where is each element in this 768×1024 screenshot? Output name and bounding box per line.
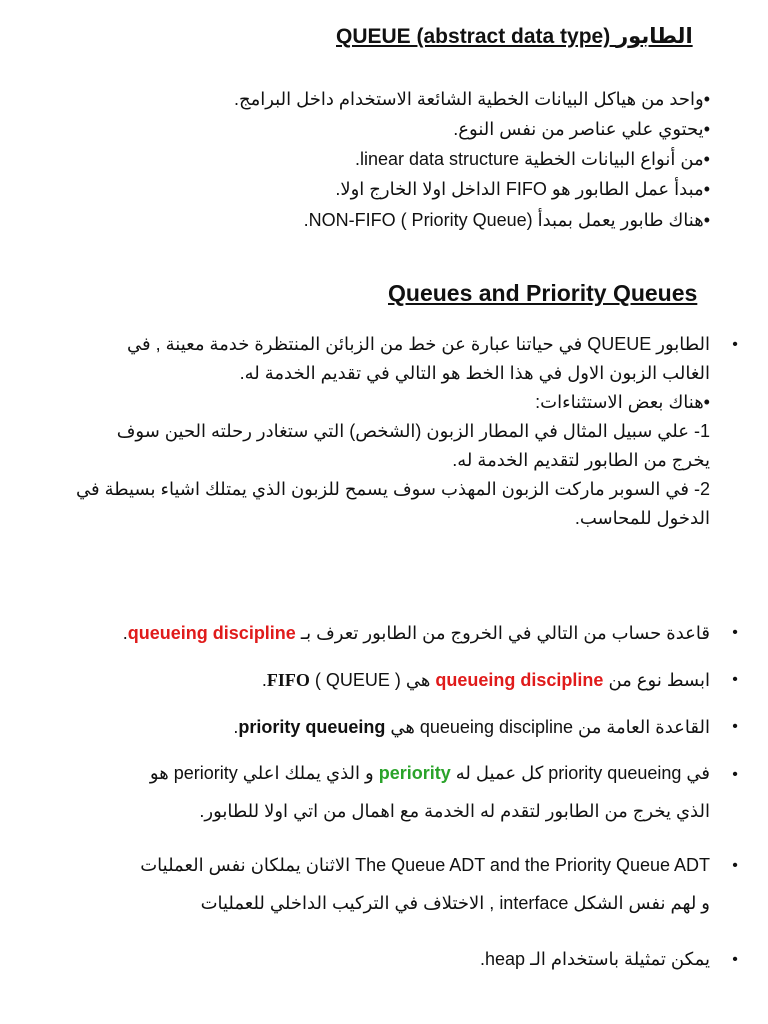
item1-text: قاعدة حساب من التالي في الخروج من الطابور تعرف بـ [295, 623, 710, 643]
paragraph-line-4: 1- علي سبيل المثال في المطار الزبون (الشخص) التي ستغادر رحلته الحين سوف [116, 421, 710, 441]
item3-bold: priority queueing [238, 717, 386, 737]
section1-item-3: •من أنواع البيانات الخطية linear data structure. [354, 149, 710, 169]
item2-highlight: queueing discipline [435, 670, 604, 690]
paragraph-line-3: •هناك بعض الاستثناءات: [535, 392, 710, 412]
section3-item-2 [20, 661, 710, 699]
section2-paragraph [20, 330, 710, 533]
section1-item-1: •واحد من هياكل البيانات الخطية الشائعة الاستخدام داخل البرامج. [233, 89, 710, 109]
item2-end: . [261, 670, 267, 690]
section3-item-3 [20, 708, 710, 746]
item1-highlight: queueing discipline [127, 623, 296, 643]
item5-line-2: و لهم نفس الشكل interface , الاختلاف في التركيب الداخلي للعمليات [200, 893, 710, 913]
section3-bullet-4: • [732, 766, 738, 783]
section1-title: QUEUE (abstract data type) الطابور [336, 25, 693, 48]
section3-bullet-5: • [732, 857, 738, 874]
item4-green: periority [378, 763, 451, 783]
item4-line-1 [20, 754, 710, 792]
paragraph-line-1: الطابور QUEUE في حياتنا عبارة عن خط من الزبائن المنتظرة خدمة معينة , في [127, 334, 710, 354]
item1-end: . [122, 623, 128, 643]
paragraph-line-7: الدخول للمحاسب. [574, 508, 710, 528]
section2-title: Queues and Priority Queues [388, 280, 698, 306]
item5-line-1: The Queue ADT and the Priority Queue ADT الاثنان يملكان نفس العمليات [140, 855, 710, 875]
section3-item-5 [20, 846, 710, 922]
section2-bullet: • [732, 336, 738, 353]
section1-item-5: •هناك طابور يعمل بمبدأ (NON-FIFO ( Priority Queue. [303, 210, 710, 230]
item3-end: . [233, 717, 239, 737]
item2-fifo: FIFO [266, 670, 310, 690]
section3-item-6: يمكن تمثيلة باستخدام الـ heap. [480, 949, 710, 969]
section3-bullet-2: • [732, 671, 738, 688]
section1-item-4: •مبدأ عمل الطابور هو FIFO الداخل اولا الخارج اولا. [335, 179, 710, 199]
item4-line-2: الذي يخرج من الطابور لتقدم له الخدمة مع اهمال من اتي اولا للطابور. [199, 801, 710, 821]
paragraph-line-5: يخرج من الطابور لتقديم الخدمة له. [452, 450, 710, 470]
section3-item-1 [20, 614, 710, 652]
section3-bullet-1: • [732, 624, 738, 641]
item4-line1-post: و الذي يملك اعلي periority هو [149, 763, 379, 783]
item2-pre: ابسط نوع من [603, 670, 710, 690]
paragraph-line-2: الغالب الزبون الاول في هذا الخط هو التالي في تقديم الخدمة له. [239, 363, 710, 383]
item2-mid: هي [400, 670, 436, 690]
section1-item-2: •يحتوي علي عناصر من نفس النوع. [453, 119, 710, 139]
section3-bullet-6: • [732, 951, 738, 968]
section3-item-4 [20, 754, 710, 830]
paragraph-line-6: 2- في السوبر ماركت الزبون المهذب سوف يسمح للزبون الذي يمتلك اشياء بسيطة في [75, 479, 710, 499]
item4-line1-pre: في priority queueing كل عميل له [450, 763, 710, 783]
section3-bullet-3: • [732, 718, 738, 735]
item3-pre: القاعدة العامة من queueing discipline هي [385, 717, 710, 737]
item2-queue: ( QUEUE ) [314, 670, 401, 690]
